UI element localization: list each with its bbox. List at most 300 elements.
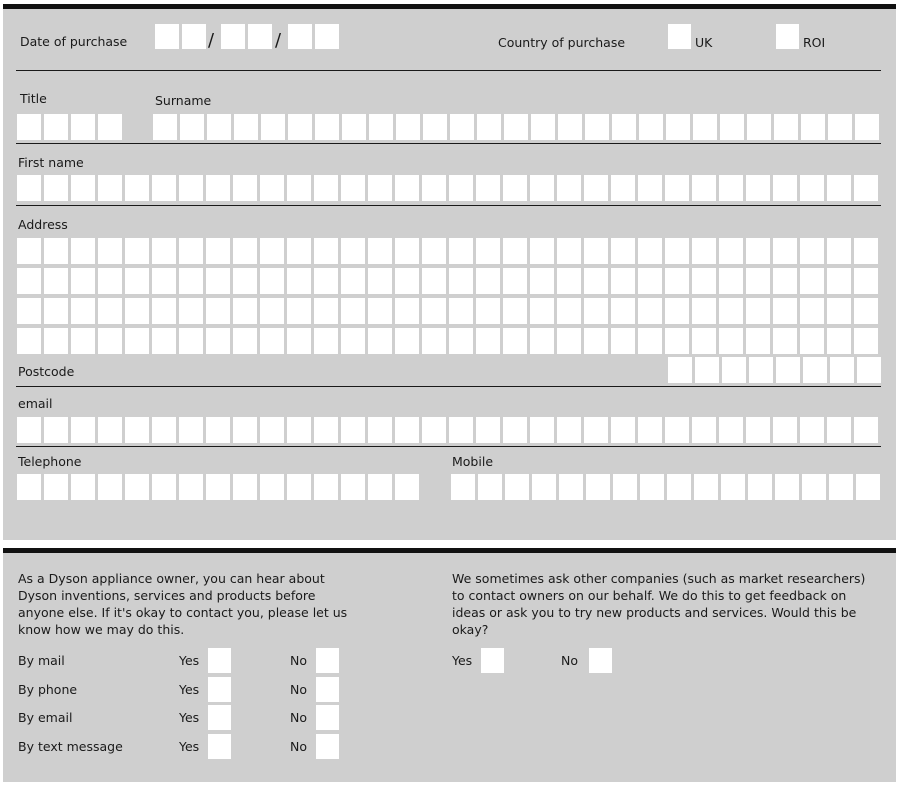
contact-no-checkbox[interactable] (316, 677, 339, 702)
surname-letter-box[interactable] (396, 114, 420, 140)
address-letter-box[interactable] (638, 268, 662, 294)
surname-letter-box[interactable] (261, 114, 285, 140)
contact-yes-checkbox[interactable] (208, 705, 231, 730)
email-letter-box[interactable] (233, 417, 257, 443)
address-letter-box[interactable] (854, 328, 878, 354)
surname-letter-box[interactable] (234, 114, 258, 140)
surname-letter-box[interactable] (693, 114, 717, 140)
third-party-no-label: No (561, 653, 578, 668)
contact-no-label: No (290, 739, 307, 754)
address-letter-box[interactable] (206, 328, 230, 354)
mobile-digit-box[interactable] (802, 474, 826, 500)
email-letter-box[interactable] (71, 417, 95, 443)
date-separator: / (275, 30, 282, 51)
telephone-digit-box[interactable] (287, 474, 311, 500)
address-letter-box[interactable] (638, 238, 662, 264)
address-letter-box[interactable] (44, 238, 68, 264)
address-letter-box[interactable] (341, 298, 365, 324)
first-name-letter-box[interactable] (206, 175, 230, 201)
postcode-letter-box[interactable] (776, 357, 800, 383)
address-letter-box[interactable] (152, 328, 176, 354)
first-name-letter-box[interactable] (773, 175, 797, 201)
email-letter-box[interactable] (503, 417, 527, 443)
address-letter-box[interactable] (422, 298, 446, 324)
mobile-digit-box[interactable] (532, 474, 556, 500)
mobile-digit-box[interactable] (856, 474, 880, 500)
address-letter-box[interactable] (422, 328, 446, 354)
address-letter-box[interactable] (476, 268, 500, 294)
address-letter-box[interactable] (827, 298, 851, 324)
contact-no-label: No (290, 710, 307, 725)
address-letter-box[interactable] (827, 238, 851, 264)
address-letter-box[interactable] (152, 298, 176, 324)
telephone-digit-box[interactable] (152, 474, 176, 500)
title-letter-box[interactable] (98, 114, 122, 140)
address-letter-box[interactable] (71, 238, 95, 264)
address-letter-box[interactable] (557, 328, 581, 354)
address-letter-box[interactable] (476, 298, 500, 324)
address-letter-box[interactable] (287, 328, 311, 354)
first-name-letter-box[interactable] (368, 175, 392, 201)
first-name-letter-box[interactable] (665, 175, 689, 201)
first-name-letter-box[interactable] (449, 175, 473, 201)
address-letter-box[interactable] (98, 268, 122, 294)
email-letter-box[interactable] (854, 417, 878, 443)
address-letter-box[interactable] (422, 238, 446, 264)
address-letter-box[interactable] (530, 328, 554, 354)
address-letter-box[interactable] (152, 238, 176, 264)
address-letter-box[interactable] (611, 238, 635, 264)
address-letter-box[interactable] (611, 328, 635, 354)
mobile-digit-box[interactable] (775, 474, 799, 500)
address-letter-box[interactable] (125, 268, 149, 294)
contact-method-label: By phone (18, 682, 78, 697)
contact-method-label: By mail (18, 653, 65, 668)
email-letter-box[interactable] (125, 417, 149, 443)
address-letter-box[interactable] (287, 238, 311, 264)
surname-letter-box[interactable] (720, 114, 744, 140)
surname-letter-box[interactable] (504, 114, 528, 140)
surname-letter-box[interactable] (558, 114, 582, 140)
address-letter-box[interactable] (773, 268, 797, 294)
address-letter-box[interactable] (746, 268, 770, 294)
contact-yes-label: Yes (179, 739, 200, 754)
address-letter-box[interactable] (44, 298, 68, 324)
email-letter-box[interactable] (422, 417, 446, 443)
surname-letter-box[interactable] (585, 114, 609, 140)
third-party-yes-checkbox[interactable] (481, 648, 504, 673)
contact-yes-checkbox[interactable] (208, 648, 231, 673)
address-letter-box[interactable] (611, 298, 635, 324)
postcode-letter-box[interactable] (857, 357, 881, 383)
surname-letter-box[interactable] (207, 114, 231, 140)
surname-label: Surname (155, 93, 212, 108)
consent-intro-text: As a Dyson appliance owner, you can hear about Dyson inventions, services and products before anyone else. If it's okay to contact you, please let us know how we may do this. (18, 571, 348, 637)
surname-letter-box[interactable] (477, 114, 501, 140)
postcode-letter-box[interactable] (749, 357, 773, 383)
address-letter-box[interactable] (503, 328, 527, 354)
email-letter-box[interactable] (368, 417, 392, 443)
first-name-letter-box[interactable] (152, 175, 176, 201)
email-letter-box[interactable] (98, 417, 122, 443)
contact-no-label: No (290, 682, 307, 697)
contact-no-checkbox[interactable] (316, 648, 339, 673)
telephone-digit-box[interactable] (125, 474, 149, 500)
date-day-box[interactable] (182, 24, 206, 49)
address-letter-box[interactable] (179, 238, 203, 264)
first-name-letter-box[interactable] (98, 175, 122, 201)
third-party-yes-label: Yes (452, 653, 473, 668)
email-letter-box[interactable] (638, 417, 662, 443)
surname-letter-box[interactable] (369, 114, 393, 140)
first-name-letter-box[interactable] (827, 175, 851, 201)
mobile-digit-box[interactable] (478, 474, 502, 500)
surname-letter-box[interactable] (828, 114, 852, 140)
address-letter-box[interactable] (449, 238, 473, 264)
address-letter-box[interactable] (233, 268, 257, 294)
address-letter-box[interactable] (854, 238, 878, 264)
address-letter-box[interactable] (800, 298, 824, 324)
country-roi-label: ROI (803, 35, 826, 50)
first-name-letter-box[interactable] (476, 175, 500, 201)
address-letter-box[interactable] (665, 328, 689, 354)
date-day-box[interactable] (155, 24, 179, 49)
email-letter-box[interactable] (395, 417, 419, 443)
date-separator: / (208, 30, 215, 51)
first-name-letter-box[interactable] (71, 175, 95, 201)
divider (16, 70, 881, 71)
first-name-letter-box[interactable] (719, 175, 743, 201)
email-letter-box[interactable] (719, 417, 743, 443)
email-letter-box[interactable] (287, 417, 311, 443)
address-letter-box[interactable] (368, 238, 392, 264)
first-name-letter-box[interactable] (422, 175, 446, 201)
surname-letter-box[interactable] (774, 114, 798, 140)
first-name-letter-box[interactable] (503, 175, 527, 201)
address-letter-box[interactable] (854, 298, 878, 324)
telephone-digit-box[interactable] (17, 474, 41, 500)
first-name-letter-box[interactable] (260, 175, 284, 201)
address-letter-box[interactable] (719, 268, 743, 294)
title-letter-box[interactable] (17, 114, 41, 140)
address-letter-box[interactable] (746, 328, 770, 354)
email-letter-box[interactable] (152, 417, 176, 443)
telephone-digit-box[interactable] (341, 474, 365, 500)
address-letter-box[interactable] (71, 268, 95, 294)
date-year-box[interactable] (315, 24, 339, 49)
address-letter-box[interactable] (476, 328, 500, 354)
address-letter-box[interactable] (314, 328, 338, 354)
email-letter-box[interactable] (773, 417, 797, 443)
postcode-letter-box[interactable] (695, 357, 719, 383)
date-year-box[interactable] (288, 24, 312, 49)
address-letter-box[interactable] (827, 328, 851, 354)
address-letter-box[interactable] (773, 238, 797, 264)
surname-letter-box[interactable] (801, 114, 825, 140)
telephone-digit-box[interactable] (206, 474, 230, 500)
address-letter-box[interactable] (719, 328, 743, 354)
address-letter-box[interactable] (125, 298, 149, 324)
email-letter-box[interactable] (17, 417, 41, 443)
contact-yes-checkbox[interactable] (208, 677, 231, 702)
address-letter-box[interactable] (476, 238, 500, 264)
address-letter-box[interactable] (287, 268, 311, 294)
address-letter-box[interactable] (692, 268, 716, 294)
address-letter-box[interactable] (449, 328, 473, 354)
email-letter-box[interactable] (341, 417, 365, 443)
first-name-letter-box[interactable] (746, 175, 770, 201)
first-name-letter-box[interactable] (125, 175, 149, 201)
address-letter-box[interactable] (503, 298, 527, 324)
surname-letter-box[interactable] (315, 114, 339, 140)
first-name-letter-box[interactable] (17, 175, 41, 201)
address-letter-box[interactable] (503, 238, 527, 264)
address-letter-box[interactable] (449, 268, 473, 294)
first-name-letter-box[interactable] (530, 175, 554, 201)
postcode-letter-box[interactable] (668, 357, 692, 383)
address-letter-box[interactable] (179, 328, 203, 354)
mobile-digit-box[interactable] (451, 474, 475, 500)
mobile-digit-box[interactable] (748, 474, 772, 500)
postcode-letter-box[interactable] (722, 357, 746, 383)
email-letter-box[interactable] (530, 417, 554, 443)
telephone-digit-box[interactable] (44, 474, 68, 500)
address-letter-box[interactable] (611, 268, 635, 294)
first-name-letter-box[interactable] (179, 175, 203, 201)
first-name-letter-box[interactable] (395, 175, 419, 201)
address-letter-box[interactable] (503, 268, 527, 294)
address-letter-box[interactable] (341, 268, 365, 294)
address-letter-box[interactable] (530, 238, 554, 264)
address-letter-box[interactable] (17, 268, 41, 294)
address-letter-box[interactable] (368, 328, 392, 354)
country-roi-checkbox[interactable] (776, 24, 799, 49)
first-name-letter-box[interactable] (287, 175, 311, 201)
surname-letter-box[interactable] (180, 114, 204, 140)
email-letter-box[interactable] (476, 417, 500, 443)
address-letter-box[interactable] (314, 238, 338, 264)
surname-letter-box[interactable] (531, 114, 555, 140)
address-letter-box[interactable] (665, 298, 689, 324)
postcode-letter-box[interactable] (803, 357, 827, 383)
address-letter-box[interactable] (17, 328, 41, 354)
email-letter-box[interactable] (827, 417, 851, 443)
telephone-digit-box[interactable] (233, 474, 257, 500)
telephone-digit-box[interactable] (314, 474, 338, 500)
address-letter-box[interactable] (557, 268, 581, 294)
email-letter-box[interactable] (800, 417, 824, 443)
address-letter-box[interactable] (692, 298, 716, 324)
address-letter-box[interactable] (341, 238, 365, 264)
address-letter-box[interactable] (800, 238, 824, 264)
address-letter-box[interactable] (206, 268, 230, 294)
email-letter-box[interactable] (557, 417, 581, 443)
address-letter-box[interactable] (395, 238, 419, 264)
address-letter-box[interactable] (98, 238, 122, 264)
email-label: email (18, 396, 53, 411)
postcode-letter-box[interactable] (830, 357, 854, 383)
telephone-digit-box[interactable] (260, 474, 284, 500)
mobile-digit-box[interactable] (829, 474, 853, 500)
title-letter-box[interactable] (71, 114, 95, 140)
address-letter-box[interactable] (260, 268, 284, 294)
address-letter-box[interactable] (665, 238, 689, 264)
first-name-letter-box[interactable] (611, 175, 635, 201)
contact-no-checkbox[interactable] (316, 734, 339, 759)
address-letter-box[interactable] (233, 238, 257, 264)
address-letter-box[interactable] (260, 298, 284, 324)
address-letter-box[interactable] (98, 328, 122, 354)
date-month-box[interactable] (221, 24, 245, 49)
telephone-digit-box[interactable] (98, 474, 122, 500)
address-letter-box[interactable] (44, 328, 68, 354)
telephone-digit-box[interactable] (179, 474, 203, 500)
address-letter-box[interactable] (800, 328, 824, 354)
address-letter-box[interactable] (584, 298, 608, 324)
address-letter-box[interactable] (719, 238, 743, 264)
email-letter-box[interactable] (314, 417, 338, 443)
address-letter-box[interactable] (584, 268, 608, 294)
address-letter-box[interactable] (692, 328, 716, 354)
address-letter-box[interactable] (395, 298, 419, 324)
address-letter-box[interactable] (638, 328, 662, 354)
surname-letter-box[interactable] (153, 114, 177, 140)
email-letter-box[interactable] (449, 417, 473, 443)
address-letter-box[interactable] (557, 238, 581, 264)
email-letter-box[interactable] (692, 417, 716, 443)
address-letter-box[interactable] (314, 298, 338, 324)
address-letter-box[interactable] (449, 298, 473, 324)
address-letter-box[interactable] (260, 238, 284, 264)
address-letter-box[interactable] (584, 328, 608, 354)
first-name-letter-box[interactable] (854, 175, 878, 201)
first-name-letter-box[interactable] (584, 175, 608, 201)
mobile-digit-box[interactable] (559, 474, 583, 500)
address-letter-box[interactable] (854, 268, 878, 294)
address-letter-box[interactable] (17, 298, 41, 324)
address-letter-box[interactable] (98, 298, 122, 324)
address-letter-box[interactable] (368, 298, 392, 324)
surname-letter-box[interactable] (666, 114, 690, 140)
address-letter-box[interactable] (44, 268, 68, 294)
first-name-letter-box[interactable] (314, 175, 338, 201)
address-letter-box[interactable] (287, 298, 311, 324)
mobile-digit-box[interactable] (694, 474, 718, 500)
address-letter-box[interactable] (179, 268, 203, 294)
date-of-purchase-label: Date of purchase (20, 34, 128, 49)
email-letter-box[interactable] (746, 417, 770, 443)
address-letter-box[interactable] (557, 298, 581, 324)
first-name-letter-box[interactable] (233, 175, 257, 201)
address-letter-box[interactable] (638, 298, 662, 324)
surname-letter-box[interactable] (342, 114, 366, 140)
mobile-digit-box[interactable] (505, 474, 529, 500)
date-month-box[interactable] (248, 24, 272, 49)
address-letter-box[interactable] (530, 298, 554, 324)
surname-letter-box[interactable] (423, 114, 447, 140)
surname-letter-box[interactable] (612, 114, 636, 140)
email-letter-box[interactable] (611, 417, 635, 443)
address-letter-box[interactable] (314, 268, 338, 294)
contact-no-checkbox[interactable] (316, 705, 339, 730)
address-letter-box[interactable] (368, 268, 392, 294)
address-letter-box[interactable] (17, 238, 41, 264)
address-letter-box[interactable] (692, 238, 716, 264)
first-name-letter-box[interactable] (638, 175, 662, 201)
country-uk-checkbox[interactable] (668, 24, 691, 49)
address-letter-box[interactable] (530, 268, 554, 294)
country-of-purchase-label: Country of purchase (498, 35, 626, 50)
address-letter-box[interactable] (395, 268, 419, 294)
address-letter-box[interactable] (341, 328, 365, 354)
telephone-digit-box[interactable] (368, 474, 392, 500)
mobile-digit-box[interactable] (721, 474, 745, 500)
first-name-letter-box[interactable] (557, 175, 581, 201)
mobile-digit-box[interactable] (613, 474, 637, 500)
surname-letter-box[interactable] (288, 114, 312, 140)
address-letter-box[interactable] (125, 328, 149, 354)
address-letter-box[interactable] (773, 298, 797, 324)
first-name-letter-box[interactable] (692, 175, 716, 201)
surname-letter-box[interactable] (855, 114, 879, 140)
mobile-label: Mobile (452, 454, 494, 469)
address-letter-box[interactable] (125, 238, 149, 264)
address-letter-box[interactable] (746, 238, 770, 264)
address-letter-box[interactable] (773, 328, 797, 354)
third-party-no-checkbox[interactable] (589, 648, 612, 673)
email-letter-box[interactable] (206, 417, 230, 443)
mobile-digit-box[interactable] (667, 474, 691, 500)
surname-letter-box[interactable] (450, 114, 474, 140)
first-name-letter-box[interactable] (44, 175, 68, 201)
address-letter-box[interactable] (179, 298, 203, 324)
address-letter-box[interactable] (206, 238, 230, 264)
address-letter-box[interactable] (233, 328, 257, 354)
address-letter-box[interactable] (827, 268, 851, 294)
email-letter-box[interactable] (260, 417, 284, 443)
address-letter-box[interactable] (665, 268, 689, 294)
email-letter-box[interactable] (665, 417, 689, 443)
contact-yes-checkbox[interactable] (208, 734, 231, 759)
address-letter-box[interactable] (746, 298, 770, 324)
address-label: Address (18, 217, 68, 232)
email-letter-box[interactable] (584, 417, 608, 443)
surname-letter-box[interactable] (747, 114, 771, 140)
address-letter-box[interactable] (71, 298, 95, 324)
contact-yes-label: Yes (179, 653, 200, 668)
address-letter-box[interactable] (422, 268, 446, 294)
email-letter-box[interactable] (179, 417, 203, 443)
title-letter-box[interactable] (44, 114, 68, 140)
telephone-digit-box[interactable] (395, 474, 419, 500)
first-name-letter-box[interactable] (341, 175, 365, 201)
mobile-digit-box[interactable] (586, 474, 610, 500)
address-letter-box[interactable] (395, 328, 419, 354)
address-letter-box[interactable] (260, 328, 284, 354)
surname-letter-box[interactable] (639, 114, 663, 140)
email-letter-box[interactable] (44, 417, 68, 443)
telephone-digit-box[interactable] (71, 474, 95, 500)
address-letter-box[interactable] (71, 328, 95, 354)
address-letter-box[interactable] (233, 298, 257, 324)
first-name-letter-box[interactable] (800, 175, 824, 201)
address-letter-box[interactable] (152, 268, 176, 294)
mobile-digit-box[interactable] (640, 474, 664, 500)
address-letter-box[interactable] (206, 298, 230, 324)
address-letter-box[interactable] (584, 238, 608, 264)
address-letter-box[interactable] (800, 268, 824, 294)
address-letter-box[interactable] (719, 298, 743, 324)
